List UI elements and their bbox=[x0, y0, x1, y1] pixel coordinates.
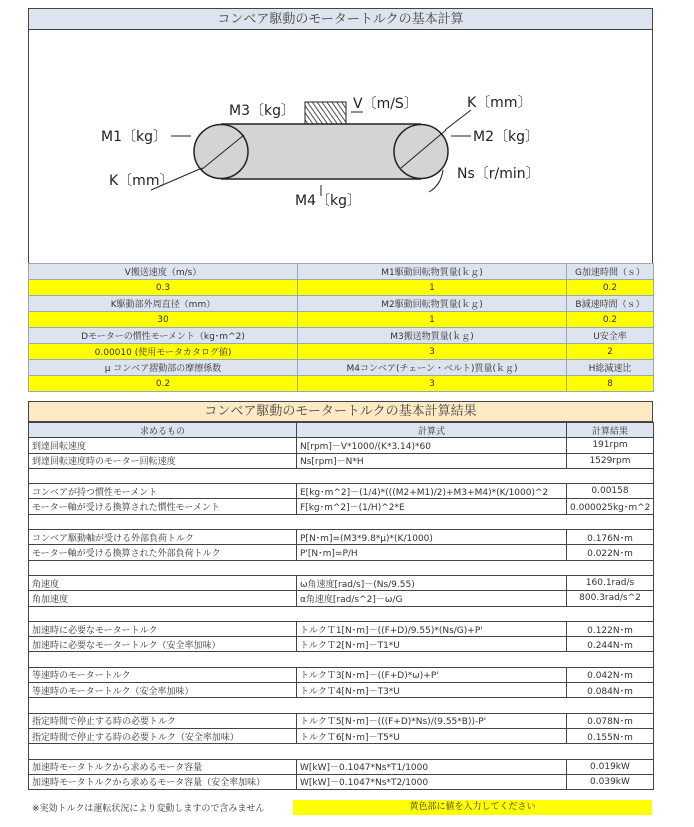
result-row bbox=[29, 621, 654, 636]
result-formula: F[kg･m^2]－(1/H)^2*E bbox=[297, 499, 567, 514]
result-item: 等速時のモータートルク（安全率加味） bbox=[29, 683, 297, 698]
result-formula: トルクＴ6[N･m]－T5*U bbox=[297, 728, 567, 743]
result-item: 指定時間で停止する時の必要トルク（安全率加味） bbox=[29, 728, 297, 743]
param-label: M4コンベア(チェーン・ベルト)質量(ｋｇ) bbox=[298, 360, 567, 376]
param-input[interactable]: 1 bbox=[298, 280, 567, 296]
result-item: コンベア駆動軸が受ける外部負荷トルク bbox=[29, 530, 297, 545]
result-row bbox=[29, 499, 654, 514]
result-value: 0.019kW bbox=[567, 759, 654, 774]
result-formula: トルクＴ4[N･m]－T3*U bbox=[297, 683, 567, 698]
result-item: 到達回転速度 bbox=[29, 438, 297, 453]
result-value: 0.176N･m bbox=[567, 530, 654, 545]
param-label: μ コンベア摺動部の摩擦係数 bbox=[29, 360, 298, 376]
result-row bbox=[29, 713, 654, 728]
input-parameters-table bbox=[28, 263, 654, 392]
param-label: M1駆動回転物質量(ｋｇ) bbox=[298, 264, 567, 280]
result-formula: トルクＴ3[N･m]－((F+D)*ω)+P' bbox=[297, 667, 567, 682]
label-m2: M2〔kg〕 bbox=[473, 129, 539, 145]
result-formula: P'[N･m]=P/H bbox=[297, 545, 567, 560]
label-m4: M4〔kg〕 bbox=[295, 193, 361, 209]
result-value: 0.00158 bbox=[567, 484, 654, 499]
belt bbox=[221, 124, 421, 179]
param-label: B減速時間（ｓ） bbox=[567, 296, 654, 312]
label-k-left: K〔mm〕 bbox=[109, 173, 174, 189]
param-label: M2駆動回転物質量(ｋｇ) bbox=[298, 296, 567, 312]
result-item: 加速時モータトルクから求めるモータ容量 bbox=[29, 759, 297, 774]
result-formula: P[N･m]=(M3*9.8*μ)*(K/1000) bbox=[297, 530, 567, 545]
result-value: 0.078N･m bbox=[567, 713, 654, 728]
param-label-row bbox=[29, 296, 654, 312]
param-input[interactable]: 0.2 bbox=[567, 280, 654, 296]
results-header-row bbox=[29, 423, 654, 438]
result-item: 加速時に必要なモータートルク bbox=[29, 621, 297, 636]
result-value: 800.3rad/s^2 bbox=[567, 591, 654, 606]
result-value: 0.039kW bbox=[567, 774, 654, 789]
spacer-row bbox=[29, 514, 654, 529]
result-row bbox=[29, 530, 654, 545]
label-m3: M3〔kg〕 bbox=[229, 103, 295, 119]
result-formula: ω角速度[rad/s]－(Ns/9.55) bbox=[297, 575, 567, 590]
column-header: 求めるもの bbox=[29, 423, 297, 438]
result-formula: N[rpm]－V*1000/(K*3.14)*60 bbox=[297, 438, 567, 453]
param-input[interactable]: 0.2 bbox=[567, 312, 654, 328]
result-formula: α角速度[rad/s^2]－ω/G bbox=[297, 591, 567, 606]
result-value: 191rpm bbox=[567, 438, 654, 453]
label-v: V〔m/S〕 bbox=[353, 96, 418, 112]
param-input[interactable]: 30 bbox=[29, 312, 298, 328]
result-formula: E[kg･m^2]－(1/4)*(((M2+M1)/2)+M3+M4)*(K/1000)^2 bbox=[297, 484, 567, 499]
result-value: 0.084N･m bbox=[567, 683, 654, 698]
column-header: 計算結果 bbox=[567, 423, 654, 438]
left-pulley bbox=[194, 125, 248, 179]
param-input[interactable]: 0.3 bbox=[29, 280, 298, 296]
result-formula: Ns[rpm]－N*H bbox=[297, 453, 567, 468]
param-input[interactable]: 3 bbox=[298, 376, 567, 392]
result-value: 0.022N･m bbox=[567, 545, 654, 560]
result-item: 到達回転速度時のモーター回転速度 bbox=[29, 453, 297, 468]
spacer-row bbox=[29, 698, 654, 713]
param-label-row bbox=[29, 360, 654, 376]
result-formula: トルクＴ2[N･m]－T1*U bbox=[297, 637, 567, 652]
result-value: 0.244N･m bbox=[567, 637, 654, 652]
result-row bbox=[29, 774, 654, 789]
param-label: M3搬送物質量(ｋｇ) bbox=[298, 328, 567, 344]
param-input[interactable]: 1 bbox=[298, 312, 567, 328]
param-label: Dモーターの慣性モーメント（kg･m^2) bbox=[29, 328, 298, 344]
param-input[interactable]: 2 bbox=[567, 344, 654, 360]
param-input[interactable]: 3 bbox=[298, 344, 567, 360]
result-row bbox=[29, 683, 654, 698]
result-row bbox=[29, 728, 654, 743]
result-item: 加速時に必要なモータートルク（安全率加味） bbox=[29, 637, 297, 652]
results-title: コンベア駆動のモータートルクの基本計算結果 bbox=[28, 401, 653, 422]
result-item: 加速時モータトルクから求めるモータ容量（安全率加味） bbox=[29, 774, 297, 789]
result-item: 等速時のモータートルク bbox=[29, 667, 297, 682]
result-row bbox=[29, 667, 654, 682]
spacer-row bbox=[29, 744, 654, 759]
footer-note: ※実効トルクは運転状況により変動しますので含みません bbox=[32, 804, 265, 814]
input-hint: 黄色部に値を入力してください bbox=[293, 800, 652, 815]
param-value-row bbox=[29, 376, 654, 392]
result-item: 指定時間で停止する時の必要トルク bbox=[29, 713, 297, 728]
result-row bbox=[29, 545, 654, 560]
label-m1: M1〔kg〕 bbox=[101, 129, 167, 145]
param-label-row bbox=[29, 328, 654, 344]
param-label: V搬送速度（m/s） bbox=[29, 264, 298, 280]
spacer-row bbox=[29, 468, 654, 483]
param-input[interactable]: 0.00010 (使用モータカタログ値) bbox=[29, 344, 298, 360]
param-label: H総減速比 bbox=[567, 360, 654, 376]
param-value-row bbox=[29, 344, 654, 360]
result-formula: W[kW]－0.1047*Ns*T1/1000 bbox=[297, 759, 567, 774]
result-value: 0.000025kg･m^2 bbox=[567, 499, 654, 514]
result-value: 0.042N･m bbox=[567, 667, 654, 682]
result-item: 角加速度 bbox=[29, 591, 297, 606]
result-row bbox=[29, 575, 654, 590]
result-value: 0.155N･m bbox=[567, 728, 654, 743]
result-row bbox=[29, 453, 654, 468]
param-input[interactable]: 8 bbox=[567, 376, 654, 392]
result-item: 角速度 bbox=[29, 575, 297, 590]
result-item: モーター軸が受ける換算された外部負荷トルク bbox=[29, 545, 297, 560]
param-label: K駆動部外周直径（mm） bbox=[29, 296, 298, 312]
param-label: U安全率 bbox=[567, 328, 654, 344]
spacer-row bbox=[29, 560, 654, 575]
result-value: 1529rpm bbox=[567, 453, 654, 468]
result-formula: トルクＴ5[N･m]－(((F+D)*Ns)/(9.55*B))-P' bbox=[297, 713, 567, 728]
param-value-row bbox=[29, 312, 654, 328]
param-label-row bbox=[29, 264, 654, 280]
result-row bbox=[29, 438, 654, 453]
result-value: 160.1rad/s bbox=[567, 575, 654, 590]
result-row bbox=[29, 637, 654, 652]
conveyor-diagram bbox=[28, 30, 653, 263]
param-input[interactable]: 0.2 bbox=[29, 376, 298, 392]
column-header: 計算式 bbox=[297, 423, 567, 438]
result-item: モーター軸が受ける換算された慣性モーメント bbox=[29, 499, 297, 514]
page-title: コンベア駆動のモータートルクの基本計算 bbox=[28, 8, 653, 30]
result-formula: トルクＴ1[N･m]－((F+D)/9.55)*(Ns/G)+P' bbox=[297, 621, 567, 636]
load-box bbox=[305, 102, 346, 124]
param-value-row bbox=[29, 280, 654, 296]
label-ns: Ns〔r/min〕 bbox=[457, 166, 540, 182]
result-formula: W[kW]－0.1047*Ns*T2/1000 bbox=[297, 774, 567, 789]
result-value: 0.122N･m bbox=[567, 621, 654, 636]
spacer-row bbox=[29, 652, 654, 667]
label-k-right: K〔mm〕 bbox=[467, 95, 532, 111]
result-row bbox=[29, 591, 654, 606]
result-row bbox=[29, 759, 654, 774]
results-table bbox=[28, 422, 654, 790]
param-label: G加速時間（ｓ） bbox=[567, 264, 654, 280]
spacer-row bbox=[29, 606, 654, 621]
result-row bbox=[29, 484, 654, 499]
result-item: コンベアが持つ慣性モーメント bbox=[29, 484, 297, 499]
